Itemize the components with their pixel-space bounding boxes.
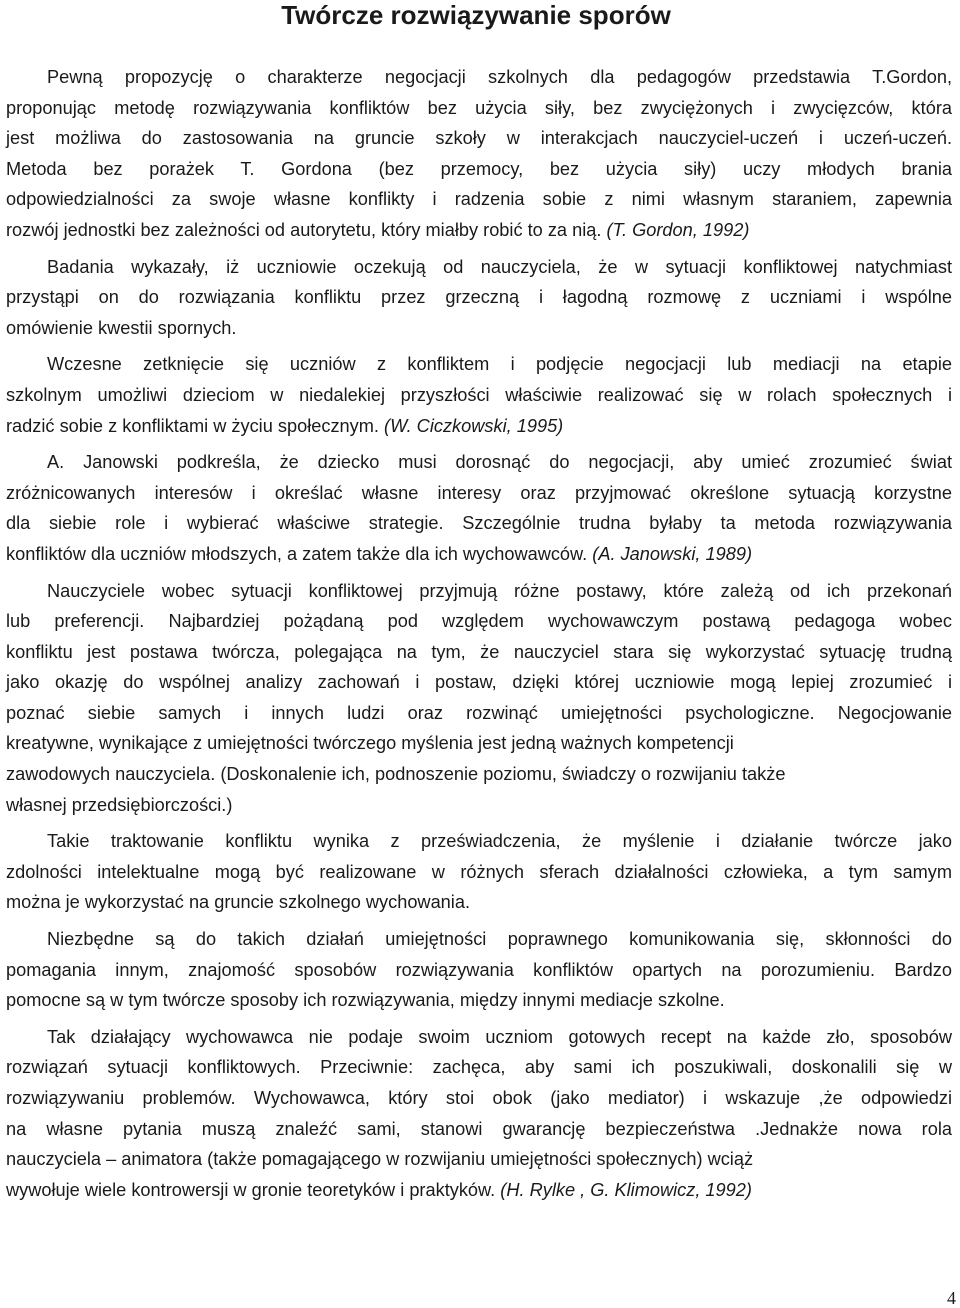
text-line: Nauczyciele wobec sytuacji konfliktowej przyjmują różne postawy, które zależą od ich przekonań xyxy=(47,580,952,601)
paragraph-early-contact xyxy=(6,349,952,441)
text-line-content: wywołuje wiele kontrowersji w gronie teoretyków i praktyków. xyxy=(6,1179,501,1200)
text-line: rozwiązań sytuacji konfliktowych. Przeciwnie: zachęca, aby sami ich poszukiwali, doskonalili się w xyxy=(6,1057,952,1078)
text-line: dla siebie role i wybierać właściwe strategie. Szczególnie trudna byłaby ta metoda rozwiązywania xyxy=(6,513,952,534)
text-line: przystąpi on do rozwiązania konfliktu przez grzeczną i łagodną rozmowę z uczniami i wspólne xyxy=(6,287,952,308)
text-line-content: konfliktów dla uczniów młodszych, a zatem także dla ich wychowawców. xyxy=(6,543,593,564)
text-line-content: radzić sobie z konfliktami w życiu społecznym. xyxy=(6,415,385,436)
text-line: Metoda bez porażek T. Gordona (bez przemocy, bez użycia siły) uczy młodych brania xyxy=(6,158,952,179)
text-line: nauczyciela – animatora (także pomagającego w rozwijaniu umiejętności społecznych) wciąż xyxy=(6,1149,754,1170)
paragraph-teacher-attitudes xyxy=(6,576,952,821)
text-line: można je wykorzystać na gruncie szkolnego wychowania. xyxy=(6,892,471,913)
text-line: A. Janowski podkreśla, że dziecko musi dorosnąć do negocjacji, aby umieć zrozumieć świat xyxy=(47,452,952,473)
paragraph-gordon xyxy=(6,62,952,246)
text-line: szkolnym umożliwi dzieciom w niedalekiej przyszłości właściwie realizować się w rolach społecznych i xyxy=(6,384,952,405)
paragraph-educator-role xyxy=(6,1022,952,1206)
text-line: konfliktu jest postawa twórcza, polegająca na tym, że nauczyciel stara się wykorzystać sytuację trudną xyxy=(6,641,952,662)
text-line: na własne pytania muszą znaleźć sami, stanowi gwarancję bezpieczeństwa .Jednakże nowa rola xyxy=(6,1118,952,1139)
page-title: Twórcze rozwiązywanie sporów xyxy=(281,0,671,30)
text-line: jest możliwa do zastosowania na gruncie szkoły w interakcjach nauczyciel-uczeń i uczeń-uczeń. xyxy=(6,128,952,149)
text-line: Badania wykazały, iż uczniowie oczekują od nauczyciela, że w sytuacji konfliktowej natychmiast xyxy=(47,256,952,277)
text-line: rozwiązywaniu problemów. Wychowawca, który stoi obok (jako mediator) i wskazuje ,że odpowiedzi xyxy=(6,1088,952,1108)
paragraph-communication-skills xyxy=(6,924,952,1016)
text-line xyxy=(6,539,952,570)
document-body xyxy=(6,62,952,1205)
text-line: Tak działający wychowawca nie podaje swoim uczniom gotowych recept na każde zło, sposobów xyxy=(47,1026,952,1047)
text-line: omówienie kwestii spornych. xyxy=(6,317,237,338)
citation: (A. Janowski, 1989) xyxy=(592,543,753,564)
text-line: jako okazję do wspólnej analizy zachowań i postaw, dzięki której uczniowie mogą lepiej zrozumieć i xyxy=(6,672,952,693)
text-line: zawodowych nauczyciela. (Doskonalenie ich, podnoszenie poziomu, świadczy o rozwijaniu także xyxy=(6,764,786,785)
text-line: kreatywne, wynikające z umiejętności twórczego myślenia jest jedną ważnych kompetencji xyxy=(6,733,734,754)
paragraph-janowski xyxy=(6,447,952,569)
text-line: Takie traktowanie konfliktu wynika z przeświadczenia, że myślenie i działanie twórcze jako xyxy=(47,831,952,852)
text-line: odpowiedzialności za swoje własne konflikty i radzenia sobie z nimi własnym staraniem, zapewnia xyxy=(6,189,952,210)
text-line: własnej przedsiębiorczości.) xyxy=(6,794,233,815)
paragraph-creative-thinking xyxy=(6,826,952,918)
page-number: 4 xyxy=(947,1288,956,1308)
citation: (T. Gordon, 1992) xyxy=(606,219,750,240)
text-line: pomagania innym, znajomość sposobów rozwiązywania konfliktów opartych na porozumieniu. Bardzo xyxy=(6,959,952,980)
text-line xyxy=(6,411,952,442)
text-line: Wczesne zetknięcie się uczniów z konfliktem i podjęcie negocjacji lub mediacji na etapie xyxy=(47,354,952,375)
text-line xyxy=(6,1175,952,1206)
text-line xyxy=(6,215,952,246)
text-line: lub preferencji. Najbardziej pożądaną pod względem wychowawczym postawą pedagoga wobec xyxy=(6,611,952,632)
citation: (W. Ciczkowski, 1995) xyxy=(384,415,564,436)
text-line: Niezbędne są do takich działań umiejętności poprawnego komunikowania się, skłonności do xyxy=(47,929,952,950)
text-line-content: rozwój jednostki bez zależności od autorytetu, który miałby robić to za nią. xyxy=(6,219,607,240)
text-line: Pewną propozycję o charakterze negocjacji szkolnych dla pedagogów przedstawia T.Gordon, xyxy=(47,67,952,87)
paragraph-research xyxy=(6,252,952,344)
citation: (H. Rylke , G. Klimowicz, 1992) xyxy=(500,1179,752,1200)
text-line: zróżnicowanych interesów i określać własne interesy oraz przyjmować określone sytuacją korzystne xyxy=(6,482,952,503)
text-line: poznać siebie samych i innych ludzi oraz rozwinąć umiejętności psychologiczne. Negocjowanie xyxy=(6,702,952,723)
text-line: pomocne są w tym twórcze sposoby ich rozwiązywania, między innymi mediacje szkolne. xyxy=(6,990,725,1011)
text-line: zdolności intelektualne mogą być realizowane w różnych sferach działalności człowieka, a tym samym xyxy=(6,861,952,882)
text-line: proponując metodę rozwiązywania konfliktów bez użycia siły, bez zwyciężonych i zwycięzców, która xyxy=(6,97,952,118)
